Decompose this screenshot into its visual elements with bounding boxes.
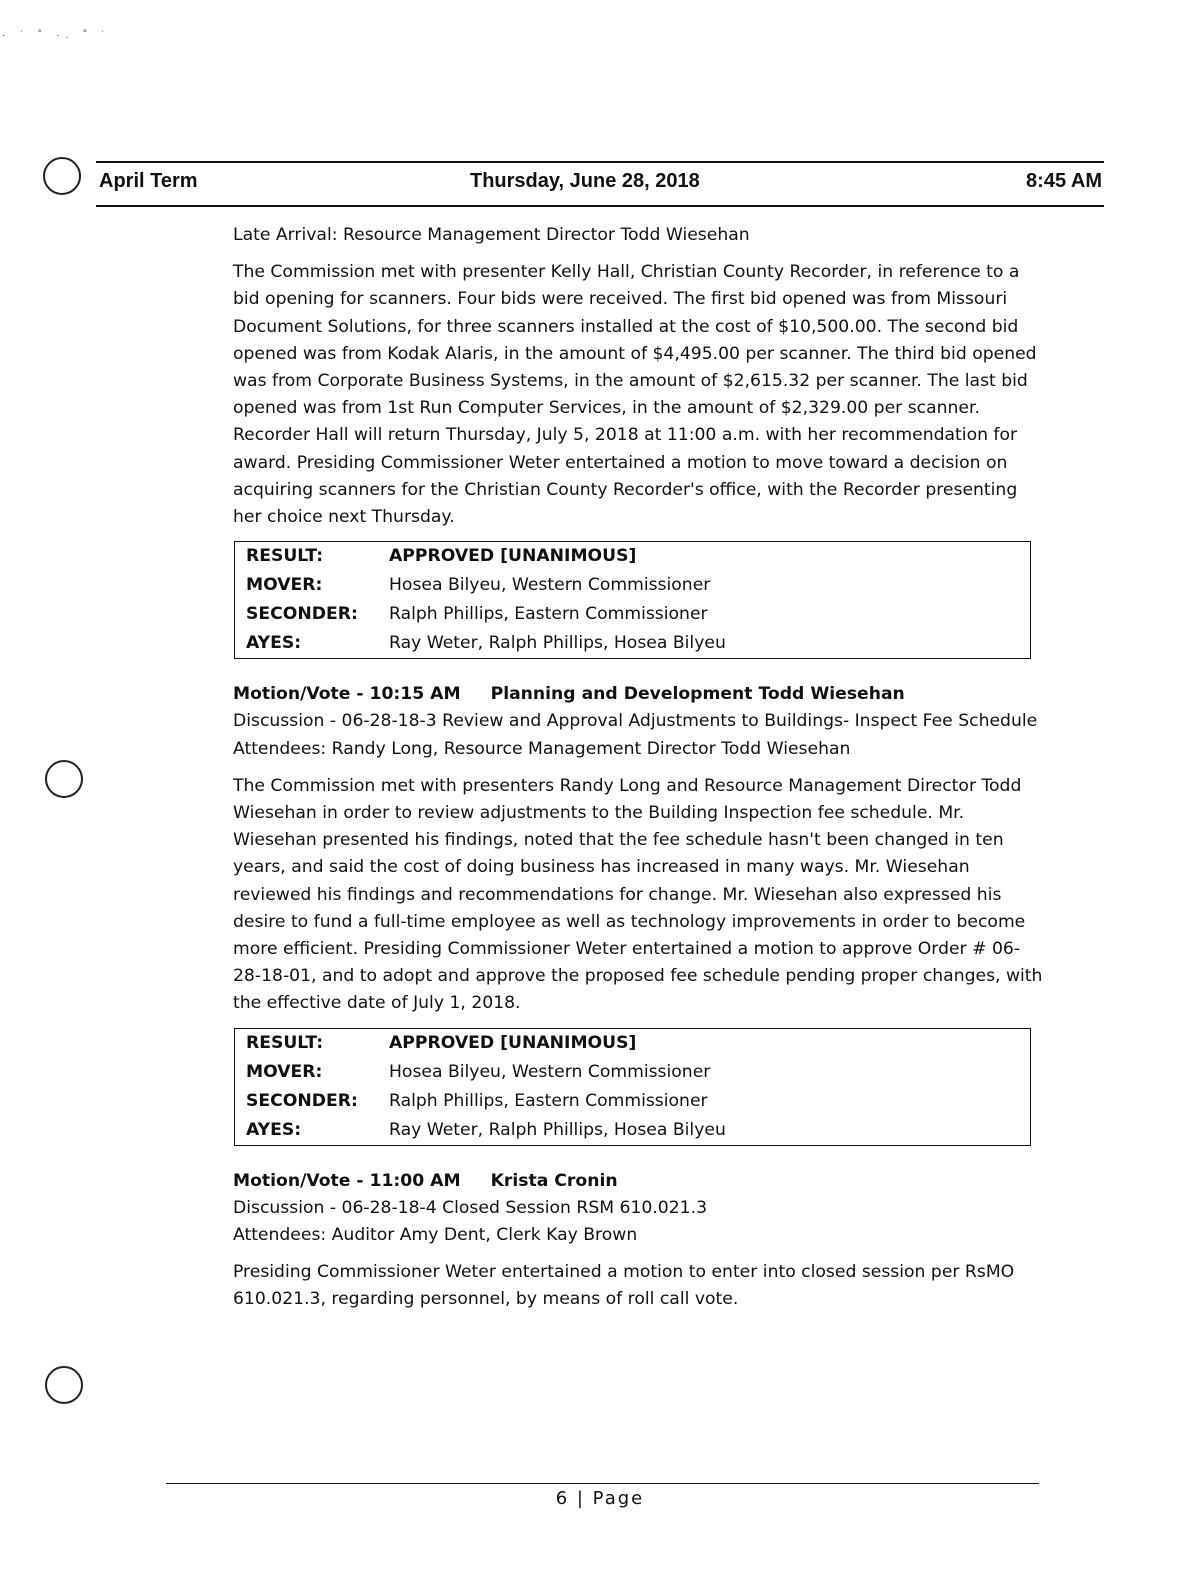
bid-paragraph: The Commission met with presenter Kelly Hall, Christian County Recorder, in reference to a bid opening for scanners. Four bids were received. The first bid opened was from Missouri Document Solutions, for three scanners installed at the cost of $10,500.00. The second bid opened was from Kodak Alaris, in the amount of $4,495.00 per scanner. The third bid opened was from Corporate Business Systems, in the amount of $2,615.32 per scanner. The last bid opened was from 1st Run Computer Services, in the amount of $2,329.00 per scanner. Recorder Hall will return Thursday, July 5, 2018 at 11:00 a.m. with her recommendation for award. Presiding Commissioner Weter entertained a motion to move toward a decision on acquiring scanners for the Christian County Recorder's office, with the Recorder presenting her choice next Thursday.: [233, 262, 1037, 528]
mover-label: MOVER:: [246, 1061, 323, 1082]
discussion-item: Discussion - 06-28-18-4 Closed Session RSM 610.021.3: [233, 1197, 707, 1218]
meeting-date: Thursday, June 28, 2018: [470, 170, 700, 192]
minutes-body: [233, 222, 1043, 1314]
motion-presenter: Planning and Development Todd Wiesehan: [490, 684, 905, 705]
ayes-value: Ray Weter, Ralph Phillips, Hosea Bilyeu: [389, 633, 726, 654]
footer-rule: [166, 1483, 1039, 1484]
scan-specks: · ˙ ˚ ·. ˚ ˙: [2, 30, 111, 41]
punch-hole: [43, 157, 81, 195]
seconder-label: SECONDER:: [246, 604, 358, 625]
mover-value: Hosea Bilyeu, Western Commissioner: [389, 1061, 711, 1082]
seconder-value: Ralph Phillips, Eastern Commissioner: [389, 604, 708, 625]
attendees: Attendees: Auditor Amy Dent, Clerk Kay Brown: [233, 1225, 638, 1246]
motion-paragraph: Presiding Commissioner Weter entertained a motion to enter into closed session per RsMO 610.021.3, regarding personnel, by means of roll call vote.: [233, 1262, 1015, 1310]
motion-presenter: Krista Cronin: [490, 1170, 618, 1191]
late-arrival: Late Arrival: Resource Management Director Todd Wiesehan: [233, 225, 750, 245]
vote-table: [234, 1028, 1031, 1146]
page-number: 6 | Page: [555, 1488, 645, 1509]
ayes-label: AYES:: [246, 1119, 302, 1140]
motion-paragraph: The Commission met with presenters Randy Long and Resource Management Director Todd Wiesehan in order to review adjustments to the Building Inspection fee schedule. Mr. Wiesehan presented his findings, noted that the fee schedule hasn't been changed in ten years, and said the cost of doing business has increased in many ways. Mr. Wiesehan reviewed his findings and recommendations for change. Mr. Wiesehan also expressed his desire to fund a full-time employee as well as technology improvements in order to become more efficient. Presiding Commissioner Weter entertained a motion to approve Order # 06-28-18-01, and to adopt and approve the proposed fee schedule pending proper changes, with the effective date of July 1, 2018.: [233, 775, 1043, 1014]
punch-hole: [45, 1366, 83, 1404]
vote-row-mover: [235, 571, 1031, 600]
motion-time: Motion/Vote - 11:00 AM: [233, 1170, 461, 1191]
vote-row-seconder: [235, 600, 1031, 629]
result-label: RESULT:: [246, 1032, 324, 1053]
vote-row-mover: [235, 1058, 1031, 1087]
result-label: RESULT:: [246, 546, 324, 567]
ayes-label: AYES:: [246, 633, 302, 654]
result-value: APPROVED [UNANIMOUS]: [389, 1032, 637, 1053]
motion-time: Motion/Vote - 10:15 AM: [233, 684, 461, 705]
meeting-time: 8:45 AM: [1026, 170, 1102, 192]
header-rule-bottom: [96, 205, 1104, 207]
seconder-label: SECONDER:: [246, 1090, 358, 1111]
attendees: Attendees: Randy Long, Resource Management Director Todd Wiesehan: [233, 738, 851, 759]
vote-row-ayes: [235, 1116, 1031, 1146]
vote-table: [234, 541, 1031, 659]
vote-row-result: [235, 1028, 1031, 1058]
ayes-value: Ray Weter, Ralph Phillips, Hosea Bilyeu: [389, 1119, 726, 1140]
result-value: APPROVED [UNANIMOUS]: [389, 546, 637, 567]
motion-heading: [233, 1168, 1043, 1195]
mover-label: MOVER:: [246, 575, 323, 596]
mover-value: Hosea Bilyeu, Western Commissioner: [389, 575, 711, 596]
vote-row-seconder: [235, 1087, 1031, 1116]
header-rule-top: [96, 161, 1104, 163]
motion-heading: [233, 681, 1043, 708]
seconder-value: Ralph Phillips, Eastern Commissioner: [389, 1090, 708, 1111]
term-label: April Term: [99, 170, 198, 192]
discussion-item: Discussion - 06-28-18-3 Review and Approval Adjustments to Buildings- Inspect Fee Schedule: [233, 711, 1038, 732]
punch-hole: [45, 760, 83, 798]
vote-row-result: [235, 542, 1031, 572]
vote-row-ayes: [235, 629, 1031, 659]
